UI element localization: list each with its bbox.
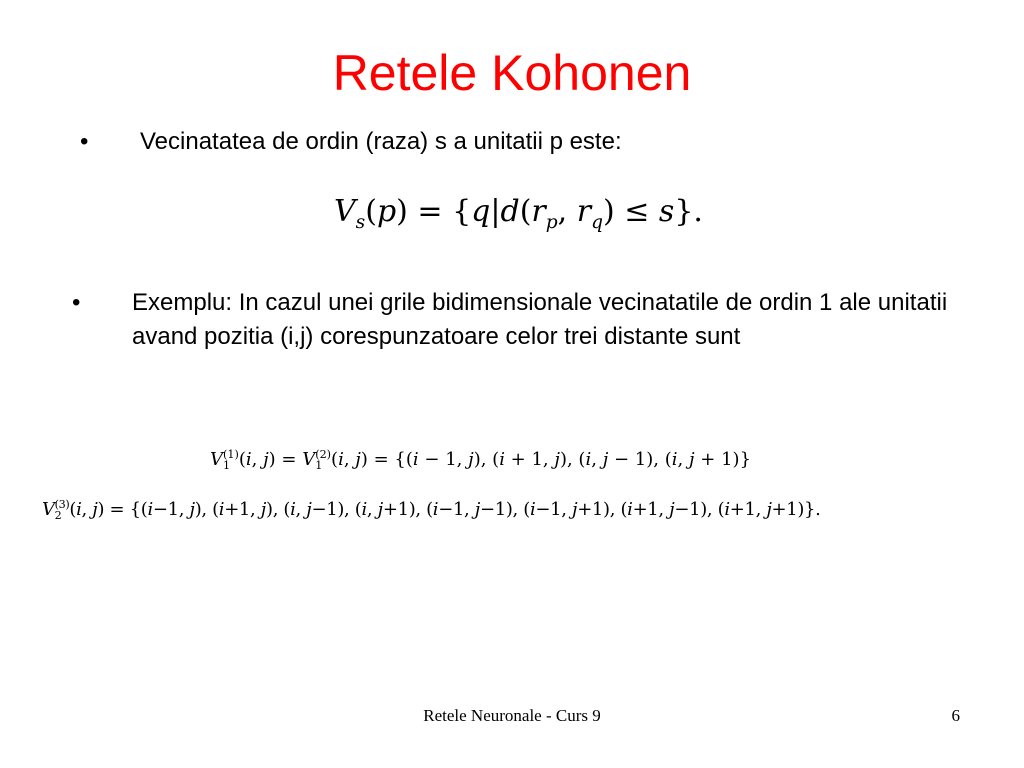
bullet-text: Exemplu: In cazul unei grile bidimensionale vecinatatile de ordin 1 ale unitatii avand pozitia (i,j) corespunzatoare celor trei distante sunt [132, 289, 948, 350]
bullet-item [80, 125, 980, 165]
bullet-marker: • [72, 289, 81, 316]
slide-number: 6 [951, 706, 960, 725]
bullet-text: Vecinatatea de ordin (raza) s a unitatii p este: [140, 128, 622, 155]
slide-title: Retele Kohonen [332, 45, 692, 101]
order1-neighborhood-formula: V (1) 1 (i, j) = V (2) 1 (i, j) = {(i − 1, j), (i + 1, j), (i, j − 1), (i, j + 1)} [210, 447, 752, 472]
neighborhood-formula: $V_s(p) = \{q|d(r_p$, $r_q) \le s$}. [334, 194, 703, 233]
bullet-item [72, 286, 972, 396]
footer-course-label: Retele Neuronale - Curs 9 [423, 706, 601, 725]
bullet-marker: • [80, 128, 89, 155]
order2-neighborhood-formula: V (3) 2 (i, j) = {(i−1, j), (i+1, j), (i, j−1), (i, j+1), (i−1, j−1), (i−1, j+1), (i+1, j−1), (i+1, j+1)}. [42, 497, 821, 522]
